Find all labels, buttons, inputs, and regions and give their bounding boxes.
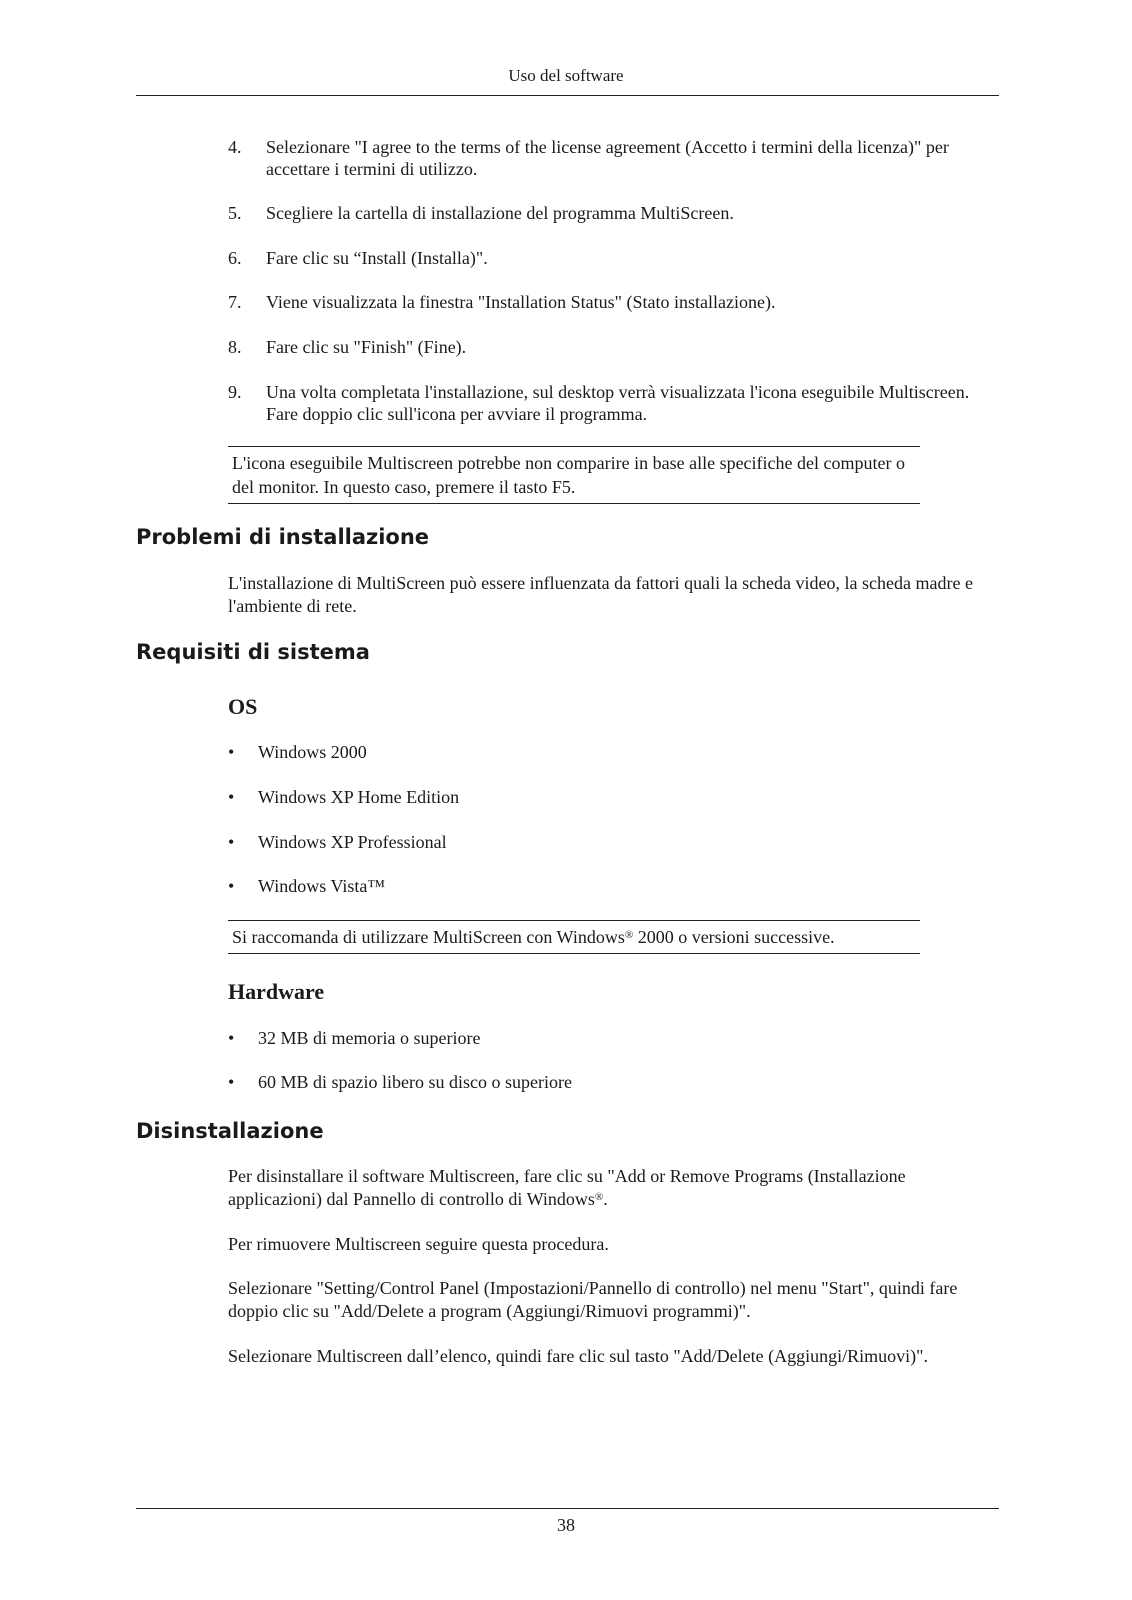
step-9	[228, 381, 1000, 425]
page-number: 38	[557, 1515, 575, 1535]
uninstall-p2: Per rimuovere Multiscreen seguire questa procedura.	[228, 1234, 609, 1254]
os-item	[228, 786, 459, 808]
step-number: 8.	[228, 337, 242, 357]
step-number: 6.	[228, 248, 242, 268]
heading-requirements: Requisiti di sistema	[136, 640, 370, 664]
note-f5: L'icona eseguibile Multiscreen potrebbe non comparire in base alle specifiche del computer o del monitor. In questo caso, premere il tasto F5.	[228, 446, 920, 504]
uninstall-p1-text: Per disinstallare il software Multiscreen, fare clic su "Add or Remove Programs (Installazione applicazioni) dal Pannello di controllo di Windows	[228, 1166, 906, 1209]
step-number: 7.	[228, 292, 242, 312]
bullet-icon: •	[228, 876, 235, 896]
os-item-label: Windows XP Professional	[258, 832, 447, 852]
step-text: Fare clic su "Finish" (Fine).	[266, 337, 467, 357]
hardware-item-label: 32 MB di memoria o superiore	[258, 1028, 481, 1048]
install-problems-text: L'installazione di MultiScreen può essere influenzata da fattori quali la scheda video, la scheda madre e l'ambiente di rete.	[228, 573, 973, 616]
note-text-end: 2000 o versioni successive.	[633, 927, 835, 947]
os-item	[228, 741, 367, 763]
step-number: 9.	[228, 382, 242, 402]
step-6	[228, 247, 1000, 269]
bullet-icon: •	[228, 1072, 235, 1092]
hardware-item	[228, 1071, 572, 1093]
heading-uninstall: Disinstallazione	[136, 1119, 324, 1143]
bullet-icon: •	[228, 742, 235, 762]
registered-mark: ®	[594, 1191, 604, 1203]
bullet-icon: •	[228, 787, 235, 807]
step-text: Fare clic su “Install (Installa)".	[266, 248, 488, 268]
os-item	[228, 875, 385, 897]
uninstall-p1-end: .	[603, 1189, 608, 1209]
step-text: Viene visualizzata la finestra "Installation Status" (Stato installazione).	[266, 292, 776, 312]
registered-mark: ®	[624, 929, 634, 941]
uninstall-p3: Selezionare "Setting/Control Panel (Impostazioni/Pannello di controllo) nel menu "Start", quindi fare doppio clic su "Add/Delete a program (Aggiungi/Rimuovi programmi)".	[228, 1278, 958, 1321]
heading-install-problems: Problemi di installazione	[136, 525, 430, 549]
note-text: Si raccomanda di utilizzare MultiScreen con Windows	[232, 927, 625, 947]
step-text: Scegliere la cartella di installazione del programma MultiScreen.	[266, 203, 734, 223]
uninstall-p4: Selezionare Multiscreen dall’elenco, quindi fare clic sul tasto "Add/Delete (Aggiungi/Rimuovi)".	[228, 1346, 928, 1366]
step-text: Una volta completata l'installazione, sul desktop verrà visualizzata l'icona eseguibile Multiscreen. Fare doppio clic sull'icona per avviare il programma.	[266, 382, 970, 424]
os-item	[228, 831, 447, 853]
hardware-item-label: 60 MB di spazio libero su disco o superiore	[258, 1072, 572, 1092]
step-5	[228, 202, 1000, 224]
note-windows-2000	[228, 920, 920, 954]
step-number: 5.	[228, 203, 242, 223]
step-4	[228, 136, 1000, 180]
bullet-icon: •	[228, 832, 235, 852]
step-text: Selezionare "I agree to the terms of the license agreement (Accetto i termini della licenza)" per accettare i termini di utilizzo.	[266, 137, 949, 179]
running-header: Uso del software	[508, 66, 624, 85]
bullet-icon: •	[228, 1028, 235, 1048]
step-number: 4.	[228, 137, 242, 157]
hardware-item	[228, 1027, 480, 1049]
heading-os: OS	[228, 694, 258, 719]
os-item-label: Windows 2000	[258, 742, 367, 762]
step-8	[228, 336, 1000, 358]
os-item-label: Windows Vista™	[258, 876, 386, 896]
footer-rule	[136, 1508, 999, 1509]
step-7	[228, 291, 1000, 313]
heading-hardware: Hardware	[228, 979, 325, 1004]
os-item-label: Windows XP Home Edition	[258, 787, 460, 807]
header-rule	[136, 95, 999, 96]
uninstall-p1	[228, 1165, 1000, 1211]
